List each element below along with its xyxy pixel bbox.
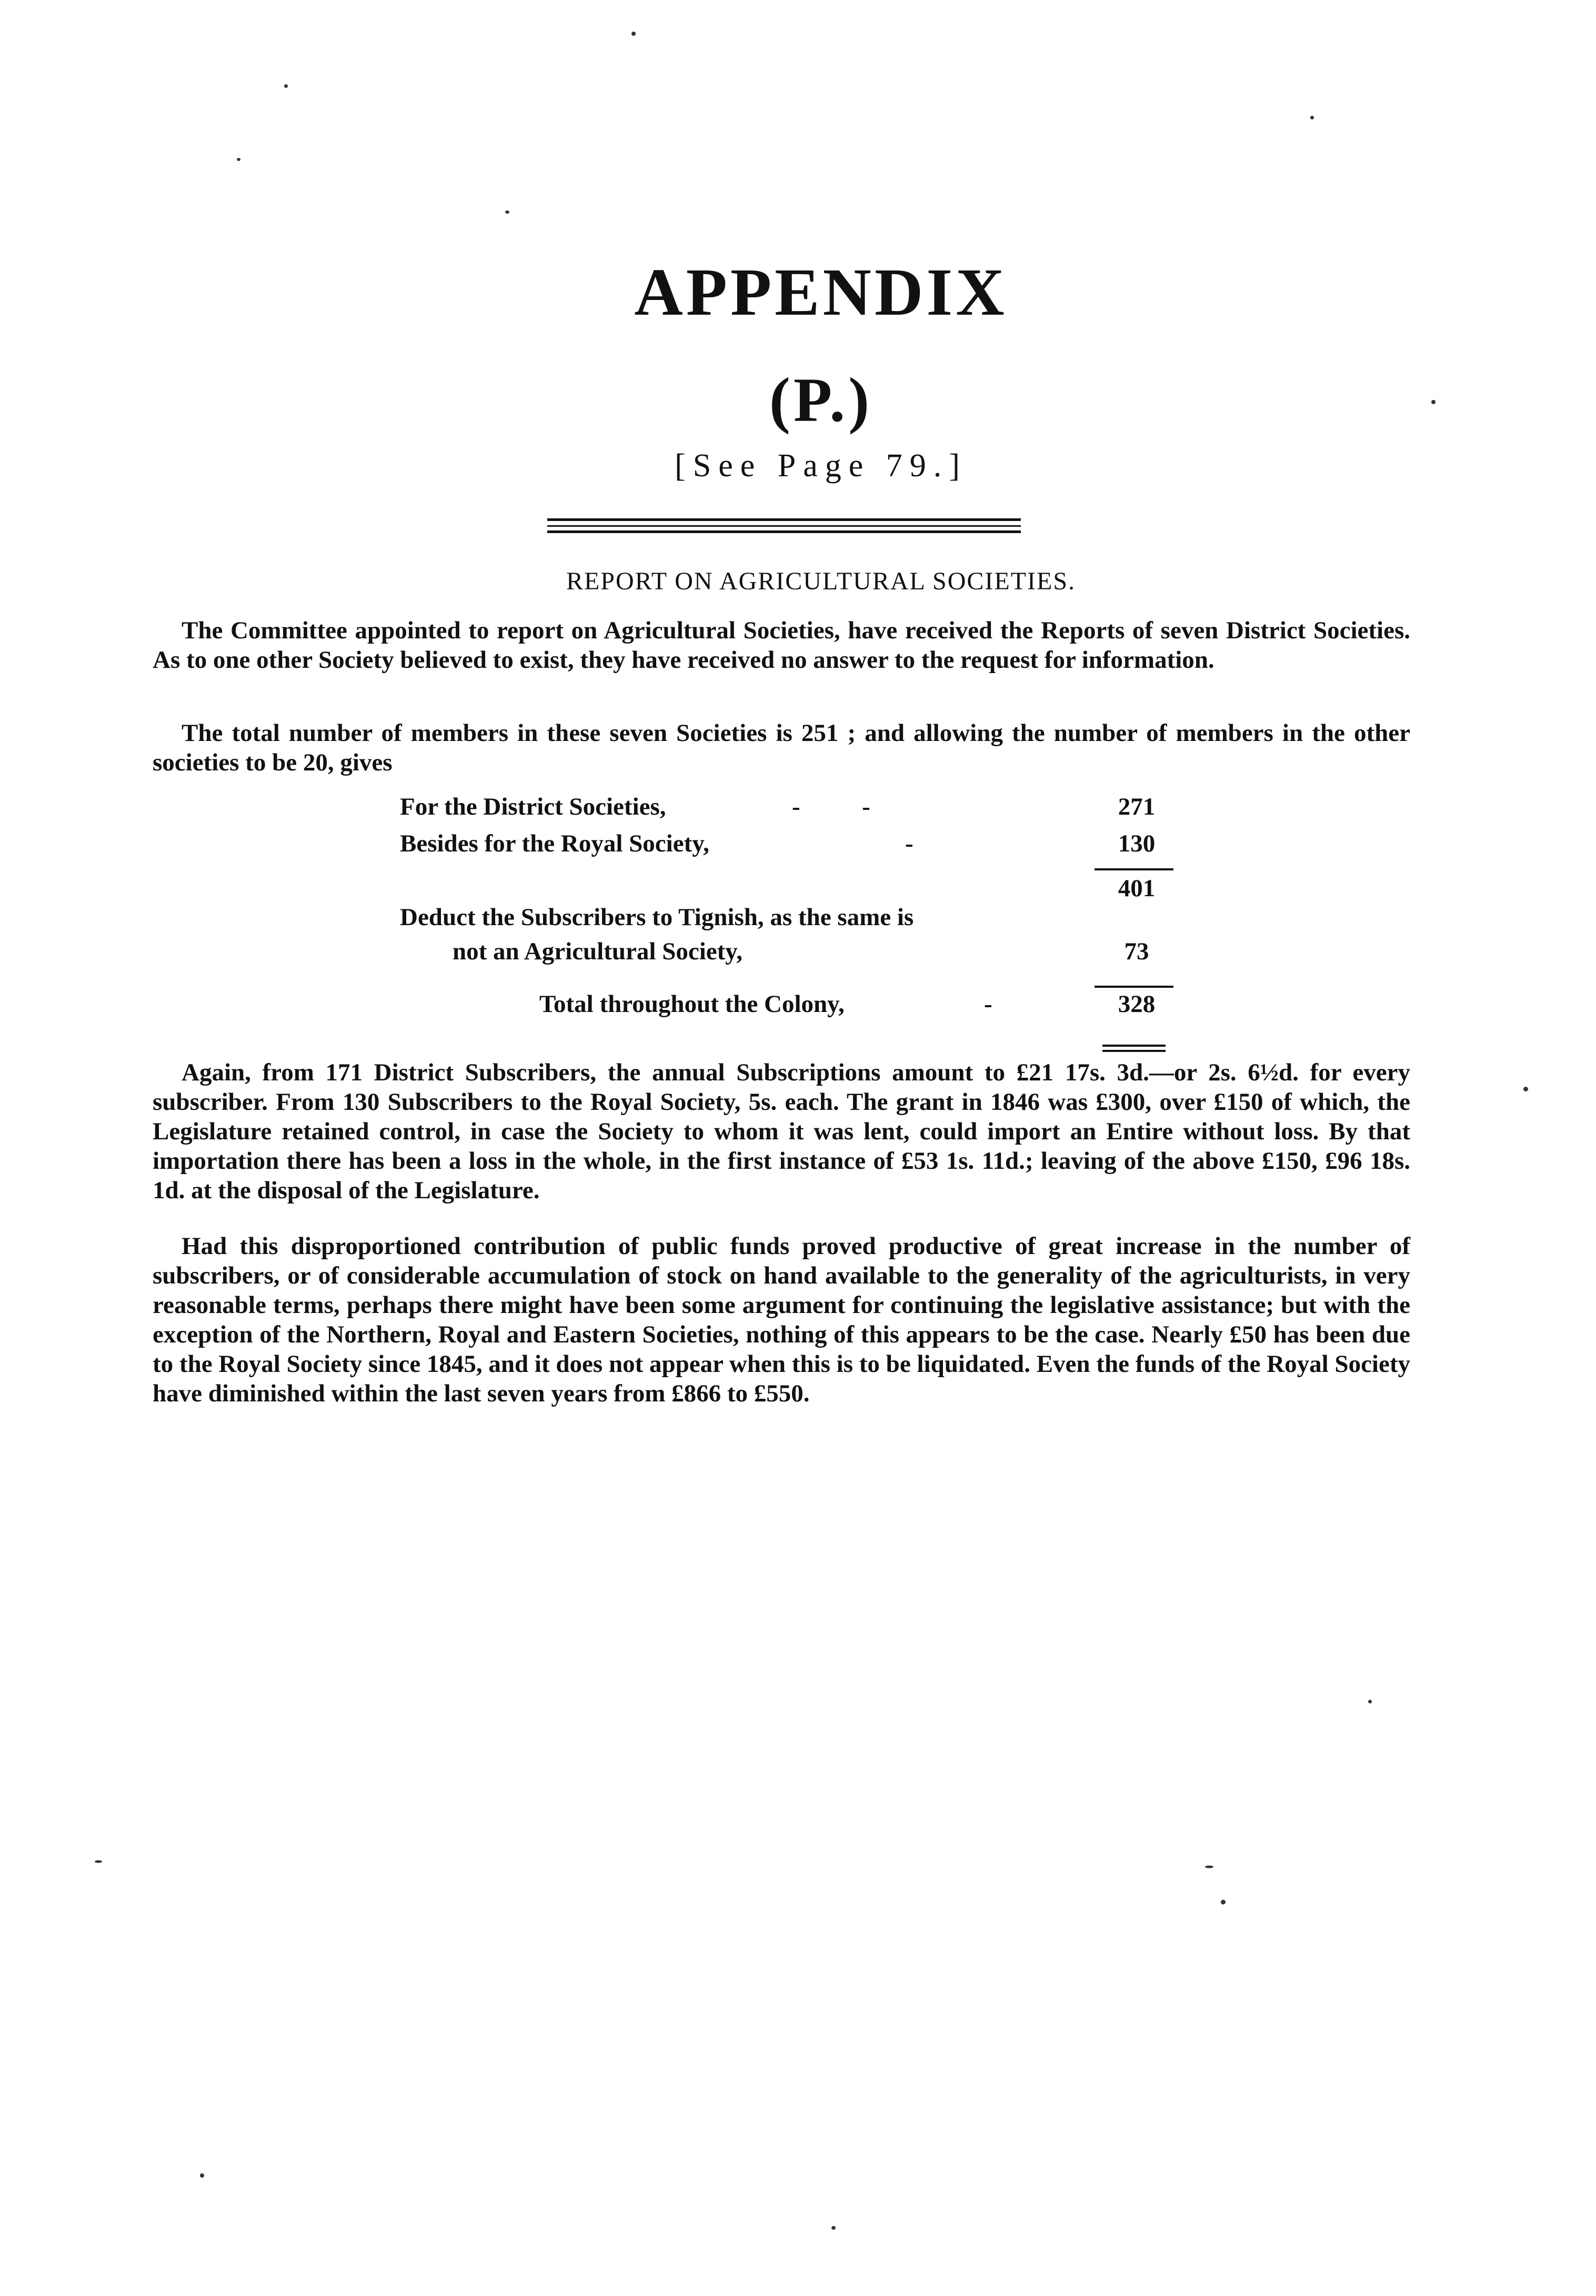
- print-speck: [1523, 1087, 1528, 1091]
- row-label: Total throughout the Colony,: [539, 990, 845, 1018]
- print-speck: [1205, 1866, 1213, 1868]
- print-speck: [200, 2173, 204, 2178]
- page-title: APPENDIX: [634, 255, 1008, 329]
- page-subtitle: (P.): [769, 365, 873, 435]
- row-value: 73: [1124, 938, 1149, 965]
- table-row: [400, 903, 1179, 937]
- table-row: [400, 989, 1179, 1026]
- sum-rule: [1095, 986, 1173, 988]
- members-table: [400, 792, 1179, 1026]
- print-speck: [284, 84, 288, 88]
- page-reference: [See Page 79.]: [675, 448, 967, 484]
- row-label: Besides for the Royal Society,: [400, 830, 709, 857]
- row-value: 130: [1118, 830, 1156, 857]
- table-row: [400, 829, 1179, 874]
- row-value: 401: [1118, 875, 1156, 902]
- section-heading: REPORT ON AGRICULTURAL SOCIETIES.: [566, 567, 1076, 595]
- row-label: Deduct the Subscribers to Tignish, as the same is: [400, 904, 914, 931]
- divider-rule: [547, 525, 1021, 527]
- row-dashes: -: [905, 830, 914, 857]
- paragraph-subscriptions: Again, from 171 District Subscribers, the annual Subscriptions amount to £21 17s. 3d.—or 2s. 6½d. for every subscriber. From 130 Subscribers to the Royal Society, 5s. each. The grant in 1846 was £300, over £150 of which, the Legislature retained control, in case the Society to whom it was lent, could import an Entire without loss. By that importation there has been a loss in the whole, in the first instance of £53 1s. 11d.; leaving of the above £150, £96 18s. 1d. at the disposal of the Legislature.: [153, 1059, 1410, 1204]
- print-speck: [1221, 1900, 1226, 1904]
- row-value: 271: [1118, 793, 1156, 820]
- print-speck: [505, 210, 509, 214]
- print-speck: [237, 158, 240, 161]
- paragraph-members: The total number of members in these seven Societies is 251 ; and allowing the number of members in the other societies to be 20, gives: [153, 719, 1410, 776]
- row-label: For the District Societies,: [400, 793, 666, 820]
- row-dashes: - -: [792, 793, 870, 820]
- sum-rule: [1095, 868, 1173, 870]
- row-dashes: -: [984, 990, 992, 1018]
- row-label: not an Agricultural Society,: [453, 938, 742, 965]
- print-speck: [95, 1860, 102, 1863]
- table-row: [400, 792, 1179, 829]
- divider-rule: [547, 530, 1021, 533]
- print-speck: [1310, 116, 1314, 119]
- row-value: 328: [1118, 990, 1156, 1018]
- print-speck: [831, 2226, 836, 2230]
- print-speck: [1368, 1700, 1372, 1703]
- table-row: [400, 937, 1179, 989]
- divider-rule: [547, 518, 1021, 521]
- print-speck: [631, 32, 636, 36]
- table-row: [400, 874, 1179, 903]
- total-double-rule: [1102, 1050, 1166, 1052]
- paragraph-conclusion: Had this disproportioned contribution of public funds proved productive of great increase in the number of subscribers, or of considerable accumulation of stock on hand available to the generality of the agriculturists, in very reasonable terms, perhaps there might have been some argument for continuing the legislative assistance; but with the exception of the Northern, Royal and Eastern Societies, nothing of this appears to be the case. Nearly £50 has been due to the Royal Society since 1845, and it does not appear when this is to be liquidated. Even the funds of the Royal Society have diminished within the last seven years from £866 to £550.: [153, 1232, 1410, 1407]
- paragraph-committee: The Committee appointed to report on Agricultural Societies, have received the Reports of seven District Societies. As to one other Society believed to exist, they have received no answer to the request for information.: [153, 617, 1410, 674]
- total-double-rule: [1102, 1045, 1166, 1047]
